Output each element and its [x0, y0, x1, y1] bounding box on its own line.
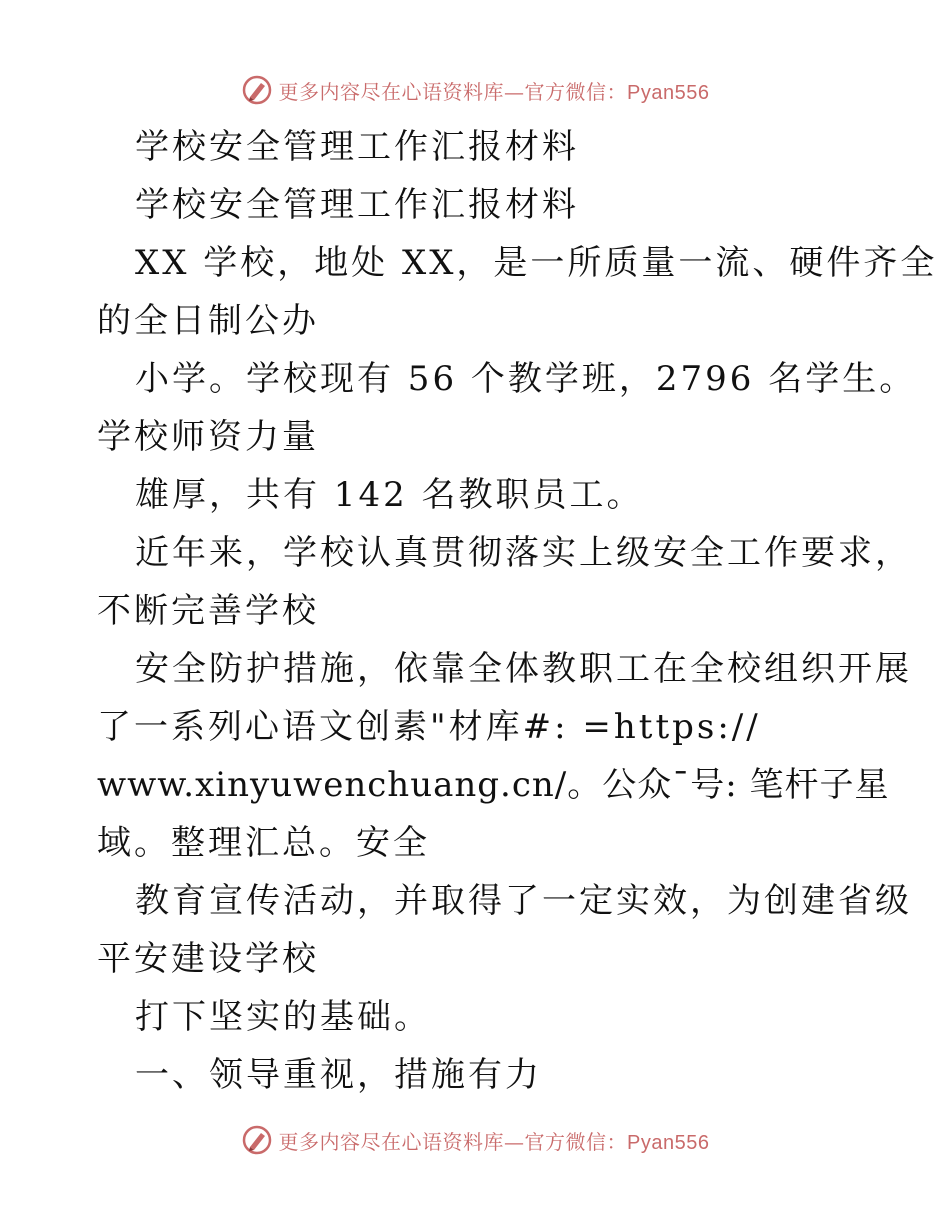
pen-logo-icon	[241, 74, 273, 106]
paragraph-line: 的全日制公办	[97, 301, 319, 341]
paragraph-line: 学校师资力量	[97, 417, 319, 457]
paragraph-line: 近年来，学校认真贯彻落实上级安全工作要求，	[135, 533, 912, 573]
paragraph-line: 教育宣传活动，并取得了一定实效，为创建省级	[135, 881, 912, 921]
watermark-handle: Pyan556	[627, 1131, 710, 1154]
watermark-handle: Pyan556	[627, 81, 710, 104]
paragraph-line: 安全防护措施，依靠全体教职工在全校组织开展	[135, 649, 912, 689]
paragraph-line: 域。整理汇总。安全	[97, 823, 430, 863]
paragraph-line: 不断完善学校	[97, 591, 319, 631]
pen-logo-icon	[241, 1124, 273, 1156]
watermark-main: 更多内容尽在心语资料库—官方微信：	[278, 79, 628, 104]
paragraph-line: 小学。学校现有 56 个教学班，2796 名学生。	[135, 359, 917, 399]
paragraph-line: XX 学校，地处 XX，是一所质量一流、硬件齐全	[135, 243, 938, 283]
document-title: 学校安全管理工作汇报材料	[135, 127, 579, 167]
watermark-text	[279, 1126, 710, 1155]
section-heading: 一、领导重视，措施有力	[135, 1055, 542, 1095]
header-watermark-banner	[0, 70, 950, 110]
paragraph-line-url: www.xinyuwenchuang.cn/。公众¯号: 笔杆子星	[97, 765, 890, 805]
paragraph-line: 雄厚，共有 142 名教职员工。	[135, 475, 644, 515]
paragraph-line: 打下坚实的基础。	[135, 997, 431, 1037]
footer-watermark-banner	[0, 1120, 950, 1160]
watermark-main: 更多内容尽在心语资料库—官方微信：	[278, 1129, 628, 1154]
paragraph-line: 了一系列心语文创素"材库#: =https://	[97, 707, 761, 747]
document-subtitle: 学校安全管理工作汇报材料	[135, 185, 579, 225]
watermark-text	[279, 76, 710, 105]
paragraph-line: 平安建设学校	[97, 939, 319, 979]
